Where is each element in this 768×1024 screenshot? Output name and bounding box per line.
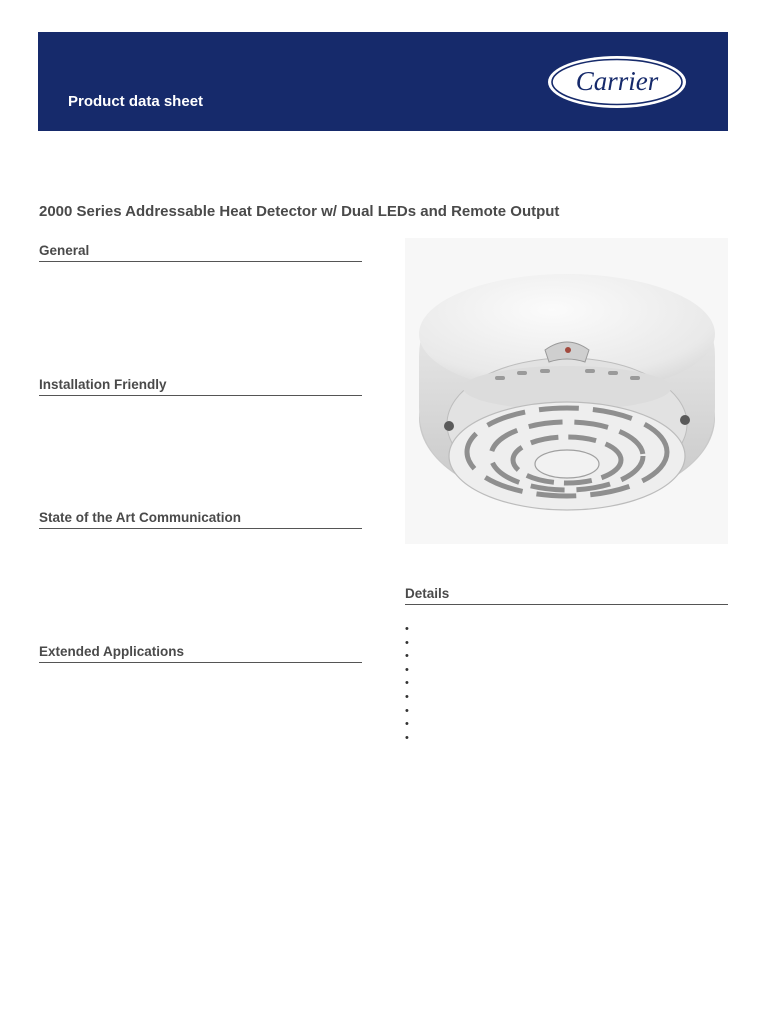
list-item	[405, 690, 409, 704]
list-item	[405, 649, 409, 663]
list-item	[405, 663, 409, 677]
list-item	[405, 676, 409, 690]
list-item	[405, 717, 409, 731]
header-label: Product data sheet	[68, 93, 204, 110]
section-heading-general: General	[39, 243, 362, 262]
carrier-logo	[546, 54, 688, 110]
header-banner	[38, 32, 728, 131]
details-bullet-list	[405, 622, 409, 744]
section-heading-extended-applications: Extended Applications	[39, 644, 362, 663]
list-item	[405, 636, 409, 650]
section-heading-state-of-the-art-communication: State of the Art Communication	[39, 510, 362, 529]
list-item	[405, 704, 409, 718]
brand-logo-text: Carrier	[575, 66, 659, 96]
list-item	[405, 731, 409, 745]
section-heading-installation-friendly: Installation Friendly	[39, 377, 362, 396]
heat-detector-photo	[405, 238, 728, 544]
list-item	[405, 622, 409, 636]
section-heading-details: Details	[405, 586, 728, 605]
document-title: 2000 Series Addressable Heat Detector w/ Dual LEDs and Remote Output	[39, 203, 560, 220]
